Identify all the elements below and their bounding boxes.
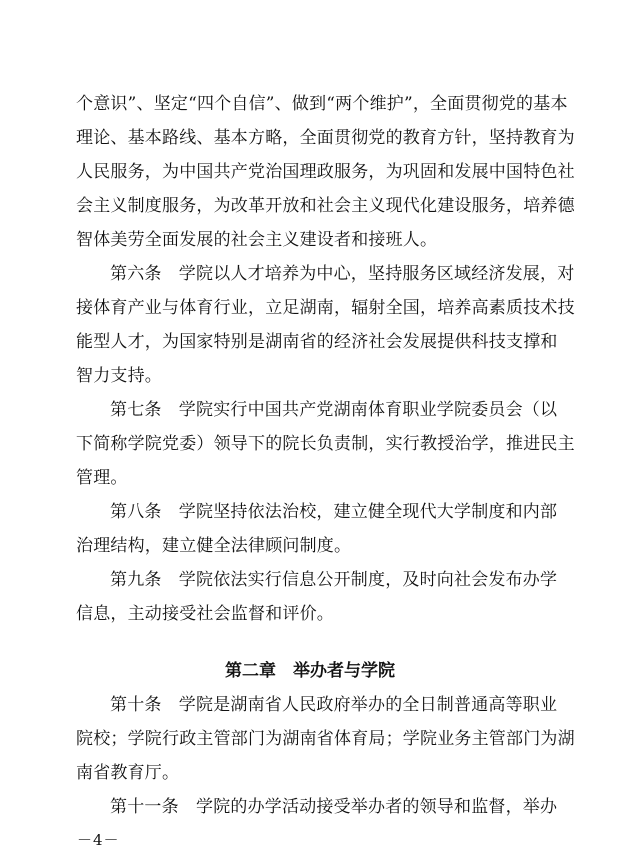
text-line: 院校；学院行政主管部门为湖南省体育局；学院业务主管部门为湖	[76, 729, 575, 749]
text-line: 智体美劳全面发展的社会主义建设者和接班人。	[76, 230, 438, 250]
text-line: 接体育产业与体育行业，立足湖南，辐射全国，培养高素质技术技	[76, 298, 575, 318]
text-line: 南省教育厅。	[76, 763, 180, 783]
text-line: 智力支持。	[76, 366, 162, 386]
text-line: 信息，主动接受社会监督和评价。	[76, 604, 334, 624]
page-number: －4－	[77, 831, 120, 849]
article-8-start: 第八条 学院坚持依法治校，建立健全现代大学制度和内部	[110, 502, 558, 522]
text-line: 治理结构，建立健全法律顾问制度。	[76, 536, 352, 556]
article-11-start: 第十一条 学院的办学活动接受举办者的领导和监督，举办	[110, 797, 558, 817]
text-line: 理论、基本路线、基本方略，全面贯彻党的教育方针，坚持教育为	[76, 128, 575, 148]
text-line: 管理。	[76, 468, 128, 488]
text-line: 会主义制度服务，为改革开放和社会主义现代化建设服务，培养德	[76, 196, 575, 216]
article-7-start: 第七条 学院实行中国共产党湖南体育职业学院委员会（以	[110, 400, 558, 420]
chapter-heading: 第二章 举办者与学院	[225, 661, 395, 681]
text-line: 下简称学院党委）领导下的院长负责制，实行教授治学，推进民主	[76, 434, 575, 454]
text-line: 人民服务，为中国共产党治国理政服务，为巩固和发展中国特色社	[76, 162, 575, 182]
text-line: 能型人才，为国家特别是湖南省的经济社会发展提供科技支撑和	[76, 332, 558, 352]
article-6-start: 第六条 学院以人才培养为中心，坚持服务区域经济发展，对	[110, 264, 575, 284]
article-10-start: 第十条 学院是湖南省人民政府举办的全日制普通高等职业	[110, 695, 558, 715]
text-line: 个意识”、坚定“四个自信”、做到“两个维护”，全面贯彻党的基本	[76, 94, 568, 114]
article-9-start: 第九条 学院依法实行信息公开制度，及时向社会发布办学	[110, 570, 558, 590]
